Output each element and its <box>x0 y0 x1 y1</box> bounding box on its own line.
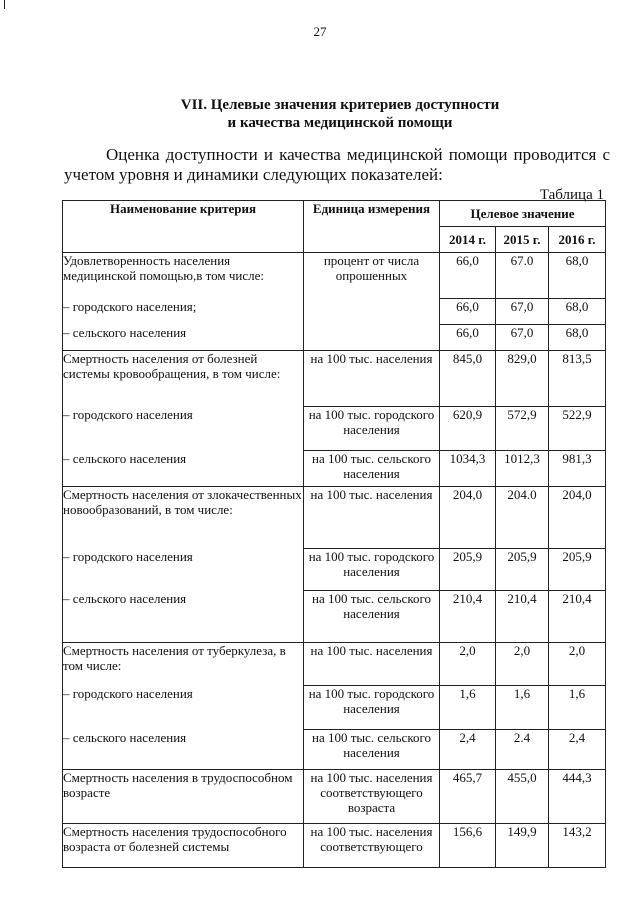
value-cell: 156,6 <box>440 824 496 868</box>
value-cell: 2,4 <box>549 730 606 770</box>
section-heading-line-1: VII. Целевые значения критериев доступности <box>180 97 500 113</box>
criterion-name: – городского населения <box>63 686 304 730</box>
table-row <box>63 487 606 549</box>
header-year: 2014 г. <box>440 227 496 253</box>
value-cell: 1,6 <box>496 686 549 730</box>
value-cell: 66,0 <box>440 299 496 325</box>
value-cell: 444,3 <box>549 770 606 824</box>
value-cell: 572,9 <box>496 407 549 451</box>
header-target-value: Целевое значение <box>440 201 606 227</box>
value-cell: 620,9 <box>440 407 496 451</box>
criterion-name: – сельского населения <box>63 451 304 487</box>
value-cell: 1,6 <box>440 686 496 730</box>
table-label: Таблица 1 <box>539 187 604 203</box>
value-cell: 813,5 <box>549 351 606 407</box>
value-cell: 981,3 <box>549 451 606 487</box>
value-cell: 67,0 <box>496 325 549 351</box>
criterion-name: Смертность населения трудоспособного возраста от болезней системы <box>63 824 304 868</box>
criterion-name: – городского населения <box>63 549 304 591</box>
table-row <box>63 549 606 591</box>
value-cell: 210,4 <box>440 591 496 643</box>
criterion-name: Удовлетворенность населения медицинской помощью,в том числе: <box>63 253 304 299</box>
criterion-unit: на 100 тыс. городского населения <box>304 407 440 451</box>
value-cell: 149,9 <box>496 824 549 868</box>
value-cell: 204,0 <box>440 487 496 549</box>
value-cell: 68,0 <box>549 325 606 351</box>
table-row <box>63 686 606 730</box>
value-cell: 2,0 <box>440 643 496 686</box>
intro-paragraph: Оценка доступности и качества медицинской помощи проводится с учетом уровня и динамики следующих показателей: <box>64 145 610 184</box>
criterion-unit: на 100 тыс. населения <box>304 351 440 407</box>
value-cell: 2,0 <box>549 643 606 686</box>
criterion-unit: на 100 тыс. населения <box>304 487 440 549</box>
value-cell: 1034,3 <box>440 451 496 487</box>
value-cell: 522,9 <box>549 407 606 451</box>
value-cell: 143,2 <box>549 824 606 868</box>
criterion-unit: процент от числа опрошенных <box>304 253 440 351</box>
criteria-table <box>62 200 606 868</box>
value-cell: 455,0 <box>496 770 549 824</box>
value-cell: 465,7 <box>440 770 496 824</box>
criterion-name: – сельского населения <box>63 591 304 643</box>
value-cell: 67.0 <box>496 253 549 299</box>
criterion-unit: на 100 тыс. населения соответствующего возраста <box>304 770 440 824</box>
criterion-unit: на 100 тыс. городского населения <box>304 549 440 591</box>
criterion-unit: на 100 тыс. сельского населения <box>304 730 440 770</box>
criterion-name: – сельского населения <box>63 325 304 351</box>
value-cell: 210,4 <box>549 591 606 643</box>
value-cell: 204,0 <box>549 487 606 549</box>
criterion-name: – городского населения <box>63 407 304 451</box>
value-cell: 66,0 <box>440 325 496 351</box>
value-cell: 68,0 <box>549 299 606 325</box>
table-row <box>63 351 606 407</box>
criterion-unit: на 100 тыс. населения <box>304 643 440 686</box>
value-cell: 2,0 <box>496 643 549 686</box>
value-cell: 2.4 <box>496 730 549 770</box>
header-year: 2015 г. <box>496 227 549 253</box>
table-row <box>63 591 606 643</box>
value-cell: 845,0 <box>440 351 496 407</box>
table-row <box>63 730 606 770</box>
table-row <box>63 824 606 868</box>
value-cell: 67,0 <box>496 299 549 325</box>
value-cell: 204.0 <box>496 487 549 549</box>
table-row <box>63 643 606 686</box>
value-cell: 2,4 <box>440 730 496 770</box>
table-row <box>63 770 606 824</box>
value-cell: 205,9 <box>440 549 496 591</box>
header-unit: Единица измерения <box>304 201 440 253</box>
section-heading-line-2: и качества медицинской помощи <box>227 115 453 131</box>
table-row <box>63 451 606 487</box>
table-row <box>63 253 606 299</box>
table-row <box>63 407 606 451</box>
value-cell: 1012,3 <box>496 451 549 487</box>
section-heading <box>0 96 640 132</box>
value-cell: 205,9 <box>496 549 549 591</box>
scan-edge-mark <box>4 0 5 9</box>
value-cell: 829,0 <box>496 351 549 407</box>
criterion-name: Смертность населения в трудоспособном возрасте <box>63 770 304 824</box>
criterion-unit: на 100 тыс. сельского населения <box>304 591 440 643</box>
header-year: 2016 г. <box>549 227 606 253</box>
criterion-name: Смертность населения от туберкулеза, в том числе: <box>63 643 304 686</box>
criterion-unit: на 100 тыс. сельского населения <box>304 451 440 487</box>
page-number: 27 <box>313 24 327 39</box>
value-cell: 205,9 <box>549 549 606 591</box>
criterion-name: – городского населения; <box>63 299 304 325</box>
criterion-name: Смертность населения от злокачественных новообразований, в том числе: <box>63 487 304 549</box>
value-cell: 66,0 <box>440 253 496 299</box>
criterion-name: Смертность населения от болезней системы кровообращения, в том числе: <box>63 351 304 407</box>
value-cell: 210,4 <box>496 591 549 643</box>
criterion-name: – сельского населения <box>63 730 304 770</box>
header-criterion-name: Наименование критерия <box>63 201 304 253</box>
criterion-unit: на 100 тыс. населения соответствующего <box>304 824 440 868</box>
criterion-unit: на 100 тыс. городского населения <box>304 686 440 730</box>
value-cell: 68,0 <box>549 253 606 299</box>
value-cell: 1,6 <box>549 686 606 730</box>
